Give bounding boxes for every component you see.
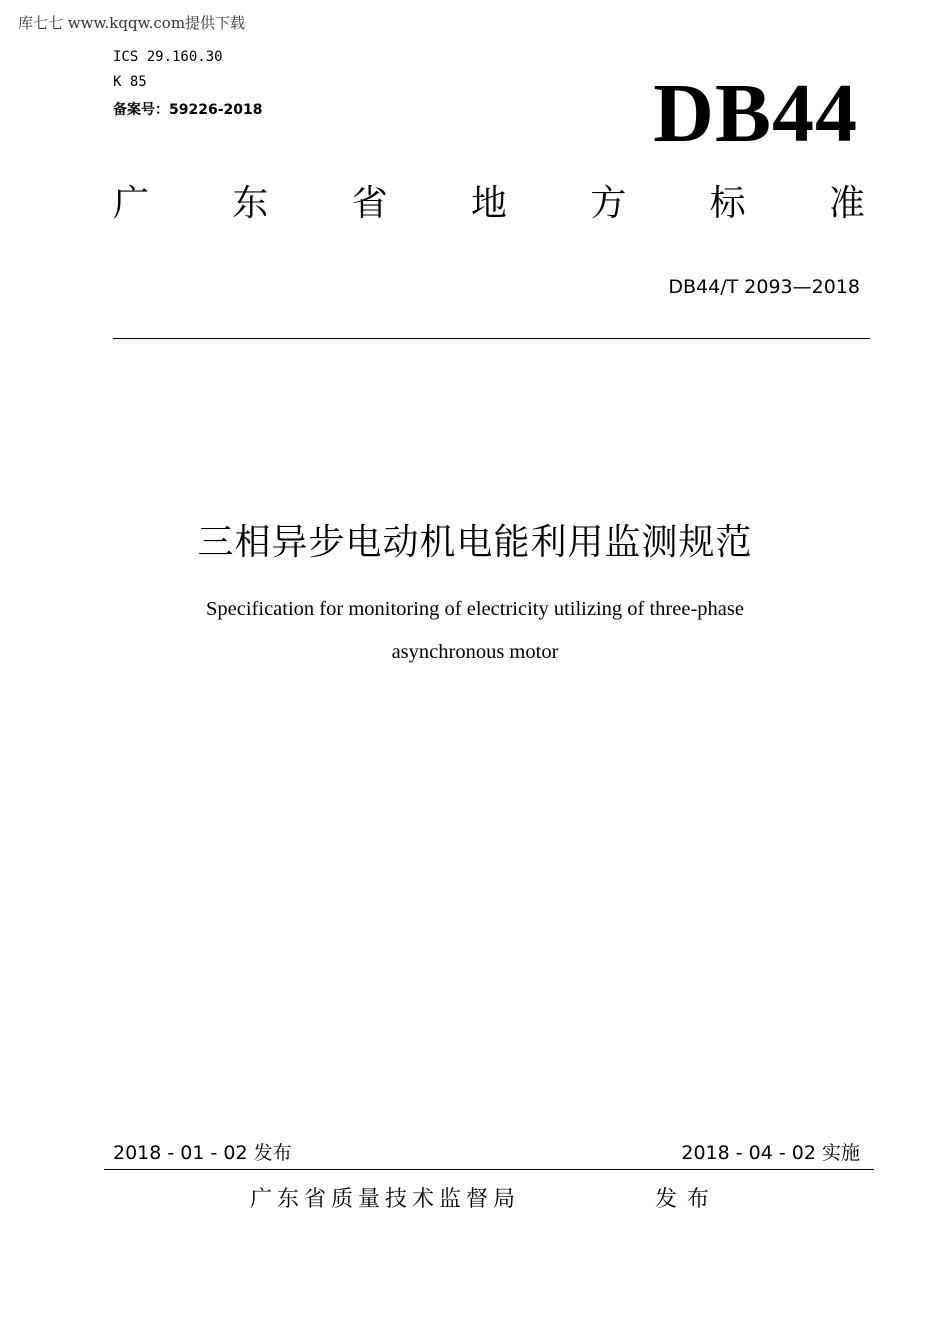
publisher-name: 广东省质量技术监督局	[250, 1187, 521, 1212]
document-title-chinese: 三相异步电动机电能利用监测规范	[197, 522, 753, 563]
standard-number: DB44/T 2093—2018	[668, 276, 860, 298]
standard-type-char: 标	[709, 183, 746, 224]
publish-label: 发布	[655, 1187, 720, 1212]
standard-type-heading	[113, 183, 865, 224]
bottom-divider	[104, 1169, 874, 1170]
watermark-text: 库七七 www.kqqw.com提供下载	[18, 14, 246, 32]
standard-type-char: 省	[351, 183, 388, 224]
standard-logo: DB44	[653, 67, 858, 160]
standard-type-char: 准	[828, 183, 865, 224]
classification-code: K 85	[113, 74, 147, 90]
standard-type-char: 方	[590, 183, 627, 224]
document-title-english-line2: asynchronous motor	[391, 641, 559, 663]
issue-date: 2018 - 01 - 02 发布	[113, 1142, 292, 1164]
standard-type-char: 广	[113, 183, 150, 224]
standard-type-char: 地	[470, 183, 507, 224]
ics-code: ICS 29.160.30	[113, 49, 223, 65]
implementation-date: 2018 - 04 - 02 实施	[681, 1142, 860, 1164]
standard-type-char: 东	[232, 183, 269, 224]
record-number: 备案号：59226-2018	[113, 102, 263, 118]
document-title-english-line1: Specification for monitoring of electricity utilizing of three-phase	[206, 598, 744, 620]
top-divider	[113, 338, 870, 339]
